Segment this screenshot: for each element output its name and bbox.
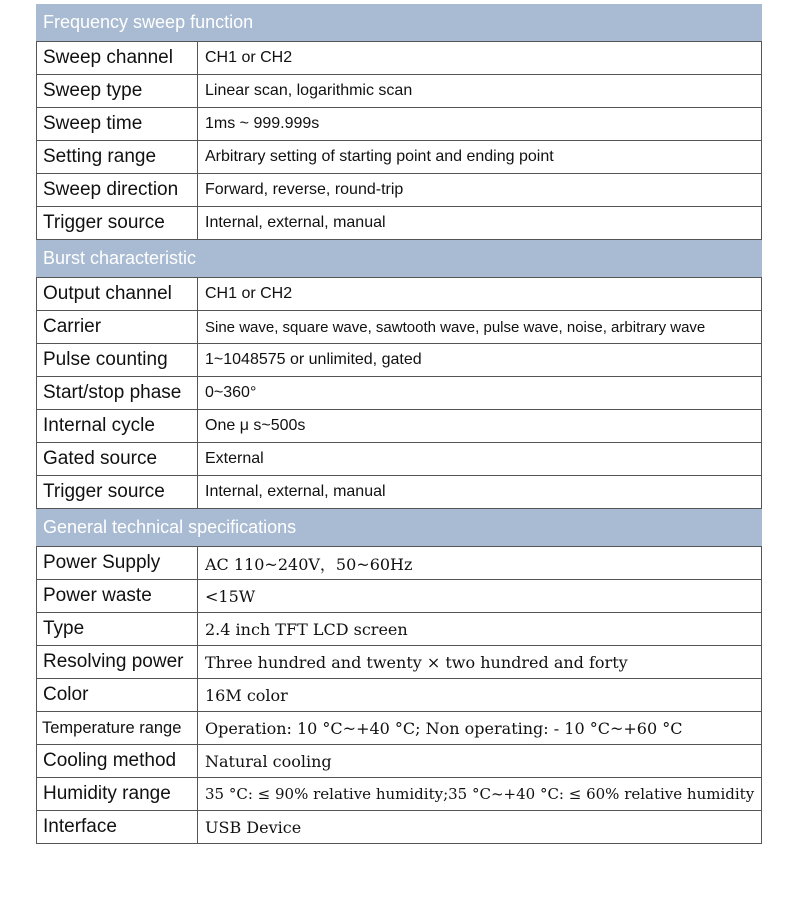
- table-row: [37, 547, 762, 580]
- row-value: 2.4 inch TFT LCD screen: [198, 613, 762, 646]
- spec-table-general: [36, 546, 762, 844]
- row-value: One μ s~500s: [198, 410, 762, 443]
- table-row: [37, 278, 762, 311]
- row-label: Setting range: [37, 141, 198, 174]
- table-row: [37, 75, 762, 108]
- row-label: Humidity range: [37, 778, 198, 811]
- table-row: [37, 141, 762, 174]
- row-value: AC 110~240V，50~60Hz: [198, 547, 762, 580]
- table-row: [37, 311, 762, 344]
- table-row: [37, 613, 762, 646]
- row-label: Resolving power: [37, 646, 198, 679]
- table-row: [37, 745, 762, 778]
- row-value: Linear scan, logarithmic scan: [198, 75, 762, 108]
- section-header-frequency-sweep: Frequency sweep function: [36, 4, 762, 41]
- row-label: Sweep channel: [37, 42, 198, 75]
- row-label: Power waste: [37, 580, 198, 613]
- row-value: USB Device: [198, 811, 762, 844]
- table-row: [37, 443, 762, 476]
- row-label: Sweep time: [37, 108, 198, 141]
- row-label: Gated source: [37, 443, 198, 476]
- row-label: Trigger source: [37, 476, 198, 509]
- row-value: Arbitrary setting of starting point and ending point: [198, 141, 762, 174]
- row-value: CH1 or CH2: [198, 278, 762, 311]
- row-label: Pulse counting: [37, 344, 198, 377]
- table-row: [37, 344, 762, 377]
- row-label: Cooling method: [37, 745, 198, 778]
- row-label: Output channel: [37, 278, 198, 311]
- row-label: Sweep direction: [37, 174, 198, 207]
- table-row: [37, 207, 762, 240]
- row-value: 35 °C: ≤ 90% relative humidity;35 °C~+40 °C: ≤ 60% relative humidity: [198, 778, 762, 811]
- section-header-general-specs: General technical specifications: [36, 509, 762, 546]
- row-label: Sweep type: [37, 75, 198, 108]
- row-value: Internal, external, manual: [198, 476, 762, 509]
- table-row: [37, 646, 762, 679]
- row-value: 1ms ~ 999.999s: [198, 108, 762, 141]
- row-value: CH1 or CH2: [198, 42, 762, 75]
- table-row: [37, 811, 762, 844]
- row-label: Temperature range: [37, 712, 198, 745]
- row-label: Internal cycle: [37, 410, 198, 443]
- row-value: 0~360°: [198, 377, 762, 410]
- row-label: Interface: [37, 811, 198, 844]
- row-value: External: [198, 443, 762, 476]
- table-row: [37, 410, 762, 443]
- row-label: Carrier: [37, 311, 198, 344]
- table-row: [37, 476, 762, 509]
- table-row: [37, 108, 762, 141]
- table-row: [37, 42, 762, 75]
- row-value: Internal, external, manual: [198, 207, 762, 240]
- row-value: Three hundred and twenty × two hundred and forty: [198, 646, 762, 679]
- row-value: 16M color: [198, 679, 762, 712]
- row-label: Color: [37, 679, 198, 712]
- spec-table-frequency-sweep: [36, 41, 762, 240]
- table-row: [37, 580, 762, 613]
- row-value: <15W: [198, 580, 762, 613]
- row-value: 1~1048575 or unlimited, gated: [198, 344, 762, 377]
- table-row: [37, 174, 762, 207]
- row-label: Trigger source: [37, 207, 198, 240]
- row-value: Natural cooling: [198, 745, 762, 778]
- row-label: Start/stop phase: [37, 377, 198, 410]
- row-label: Power Supply: [37, 547, 198, 580]
- spec-sheet: [36, 4, 762, 844]
- row-value: Forward, reverse, round-trip: [198, 174, 762, 207]
- table-row: [37, 712, 762, 745]
- table-row: [37, 377, 762, 410]
- table-row: [37, 679, 762, 712]
- row-label: Type: [37, 613, 198, 646]
- spec-table-burst: [36, 277, 762, 509]
- table-row: [37, 778, 762, 811]
- row-value: Operation: 10 °C~+40 °C; Non operating: - 10 °C~+60 °C: [198, 712, 762, 745]
- section-header-burst: Burst characteristic: [36, 240, 762, 277]
- row-value: Sine wave, square wave, sawtooth wave, pulse wave, noise, arbitrary wave: [198, 311, 762, 344]
